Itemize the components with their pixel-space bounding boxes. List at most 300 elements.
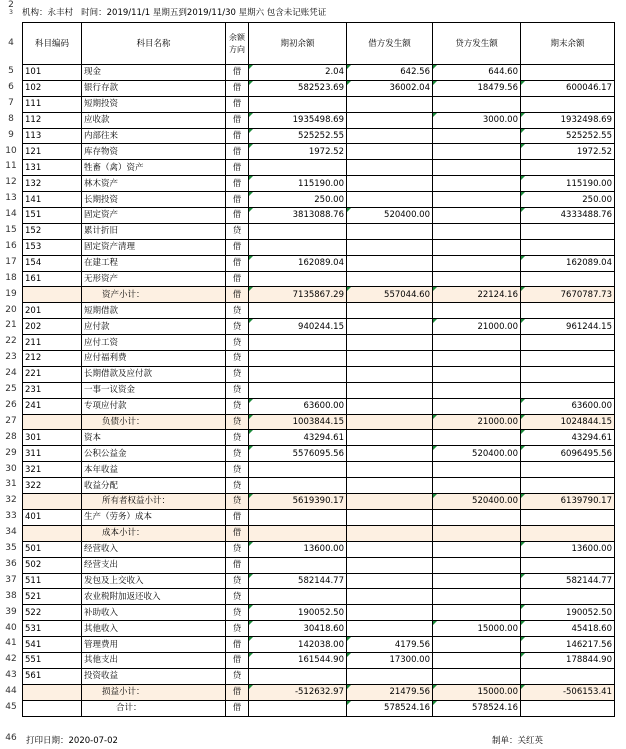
row-number[interactable]: 32 [0,493,22,509]
row-number[interactable]: 31 [0,477,22,493]
row-number[interactable]: 4 [0,22,22,64]
cell-name[interactable]: 成本小计： [82,525,226,541]
cell-name[interactable]: 银行存款 [82,80,226,96]
cell-open[interactable] [249,223,347,239]
cell-name[interactable]: 无形资产 [82,271,226,287]
cell-code[interactable]: 113 [23,128,82,144]
cell-debit[interactable] [347,382,433,398]
cell-open[interactable] [249,509,347,525]
cell-dir[interactable]: 借 [226,160,249,176]
cell-open[interactable]: 115190.00 [249,176,347,192]
row-number[interactable]: 22 [0,334,22,350]
row-number[interactable]: 30 [0,462,22,478]
cell-close[interactable]: 1972.52 [521,144,615,160]
row-number[interactable]: 45 [0,700,22,716]
cell-code[interactable] [23,684,82,700]
cell-dir[interactable]: 贷 [226,335,249,351]
cell-dir[interactable]: 借 [226,96,249,112]
cell-close[interactable]: 4333488.76 [521,208,615,224]
cell-name[interactable]: 固定资产清理 [82,239,226,255]
cell-dir[interactable]: 借 [226,271,249,287]
cell-close[interactable]: 600046.17 [521,80,615,96]
cell-credit[interactable] [433,271,521,287]
cell-close[interactable] [521,160,615,176]
cell-name[interactable]: 管理费用 [82,637,226,653]
cell-close[interactable] [521,65,615,81]
cell-credit[interactable]: 520400.00 [433,494,521,510]
row-number[interactable]: 38 [0,589,22,605]
cell-open[interactable]: 582144.77 [249,573,347,589]
cell-open[interactable]: 30418.60 [249,621,347,637]
cell-dir[interactable]: 贷 [226,621,249,637]
row-number[interactable]: 19 [0,287,22,303]
row-number[interactable]: 36 [0,557,22,573]
cell-code[interactable]: 161 [23,271,82,287]
cell-debit[interactable] [347,255,433,271]
cell-open[interactable] [249,668,347,684]
cell-open[interactable]: 1935498.69 [249,112,347,128]
cell-open[interactable] [249,366,347,382]
cell-code[interactable]: 211 [23,335,82,351]
cell-open[interactable] [249,239,347,255]
cell-code[interactable]: 501 [23,541,82,557]
cell-close[interactable] [521,223,615,239]
cell-name[interactable]: 收益分配 [82,478,226,494]
cell-code[interactable] [23,287,82,303]
cell-credit[interactable] [433,192,521,208]
cell-dir[interactable]: 借 [226,652,249,668]
cell-code[interactable]: 322 [23,478,82,494]
cell-dir[interactable]: 借 [226,80,249,96]
cell-credit[interactable] [433,351,521,367]
cell-dir[interactable]: 借 [226,255,249,271]
cell-close[interactable]: -506153.41 [521,684,615,700]
cell-dir[interactable]: 借 [226,509,249,525]
row-number[interactable]: 10 [0,144,22,160]
cell-code[interactable]: 531 [23,621,82,637]
cell-name[interactable]: 固定资产 [82,208,226,224]
cell-debit[interactable] [347,303,433,319]
cell-credit[interactable] [433,668,521,684]
cell-code[interactable]: 101 [23,65,82,81]
cell-credit[interactable]: 21000.00 [433,414,521,430]
cell-open[interactable]: 162089.04 [249,255,347,271]
cell-code[interactable]: 212 [23,351,82,367]
cell-dir[interactable]: 贷 [226,351,249,367]
cell-open[interactable] [249,351,347,367]
cell-open[interactable]: 1972.52 [249,144,347,160]
cell-close[interactable] [521,462,615,478]
cell-credit[interactable] [433,255,521,271]
row-number[interactable]: 7 [0,96,22,112]
cell-dir[interactable]: 贷 [226,605,249,621]
row-number[interactable]: 21 [0,318,22,334]
cell-debit[interactable] [347,462,433,478]
cell-close[interactable] [521,589,615,605]
cell-credit[interactable]: 15000.00 [433,621,521,637]
row-number[interactable]: 27 [0,414,22,430]
cell-credit[interactable] [433,128,521,144]
col-header-name[interactable]: 科目名称 [82,23,226,65]
cell-code[interactable]: 522 [23,605,82,621]
cell-close[interactable]: 6139790.17 [521,494,615,510]
row-number[interactable]: 25 [0,382,22,398]
cell-dir[interactable]: 借 [226,557,249,573]
cell-name[interactable]: 补助收入 [82,605,226,621]
cell-name[interactable]: 应收款 [82,112,226,128]
cell-dir[interactable]: 贷 [226,573,249,589]
cell-name[interactable]: 长期投资 [82,192,226,208]
cell-close[interactable]: 13600.00 [521,541,615,557]
cell-open[interactable]: 142038.00 [249,637,347,653]
col-header-debit[interactable]: 借方发生额 [347,23,433,65]
cell-code[interactable]: 502 [23,557,82,573]
row-number[interactable]: 39 [0,605,22,621]
cell-code[interactable]: 132 [23,176,82,192]
maker-label[interactable]: 制单：关红英 [492,736,544,746]
cell-debit[interactable]: 557044.60 [347,287,433,303]
row-number[interactable]: 46 [0,730,22,746]
cell-open[interactable]: -512632.97 [249,684,347,700]
row-number[interactable]: 34 [0,525,22,541]
cell-open[interactable]: 3813088.76 [249,208,347,224]
cell-close[interactable]: 43294.61 [521,430,615,446]
cell-open[interactable]: 250.00 [249,192,347,208]
cell-debit[interactable] [347,668,433,684]
cell-close[interactable] [521,557,615,573]
cell-dir[interactable]: 借 [226,112,249,128]
cell-debit[interactable] [347,223,433,239]
cell-name[interactable]: 长期借款及应付款 [82,366,226,382]
cell-close[interactable] [521,668,615,684]
cell-close[interactable] [521,335,615,351]
cell-credit[interactable]: 22124.16 [433,287,521,303]
cell-code[interactable]: 202 [23,319,82,335]
cell-open[interactable]: 63600.00 [249,398,347,414]
cell-debit[interactable] [347,414,433,430]
cell-code[interactable]: 121 [23,144,82,160]
cell-debit[interactable] [347,144,433,160]
col-header-closing[interactable]: 期末余额 [521,23,615,65]
cell-code[interactable]: 561 [23,668,82,684]
cell-dir[interactable]: 借 [226,684,249,700]
cell-dir[interactable]: 借 [226,192,249,208]
cell-name[interactable]: 负债小计： [82,414,226,430]
cell-open[interactable]: 161544.90 [249,652,347,668]
cell-code[interactable]: 231 [23,382,82,398]
cell-name[interactable]: 在建工程 [82,255,226,271]
cell-name[interactable]: 生产（劳务）成本 [82,509,226,525]
cell-debit[interactable]: 4179.56 [347,637,433,653]
cell-open[interactable] [249,160,347,176]
cell-debit[interactable]: 578524.16 [347,700,433,716]
cell-debit[interactable] [347,128,433,144]
cell-dir[interactable]: 贷 [226,303,249,319]
cell-credit[interactable] [433,223,521,239]
row-number[interactable]: 37 [0,573,22,589]
cell-open[interactable] [249,525,347,541]
cell-close[interactable]: 582144.77 [521,573,615,589]
cell-open[interactable] [249,335,347,351]
cell-dir[interactable]: 贷 [226,398,249,414]
cell-close[interactable] [521,366,615,382]
cell-open[interactable] [249,462,347,478]
cell-open[interactable]: 2.04 [249,65,347,81]
cell-open[interactable]: 5619390.17 [249,494,347,510]
cell-open[interactable]: 525252.55 [249,128,347,144]
row-number[interactable]: 20 [0,303,22,319]
cell-code[interactable]: 102 [23,80,82,96]
cell-close[interactable]: 961244.15 [521,319,615,335]
cell-open[interactable] [249,271,347,287]
cell-name[interactable]: 一事一议资金 [82,382,226,398]
row-number[interactable]: 5 [0,64,22,80]
cell-code[interactable]: 301 [23,430,82,446]
cell-credit[interactable]: 21000.00 [433,319,521,335]
cell-credit[interactable] [433,160,521,176]
row-number[interactable]: 14 [0,207,22,223]
cell-debit[interactable] [347,96,433,112]
cell-name[interactable]: 损益小计： [82,684,226,700]
row-number[interactable]: 15 [0,223,22,239]
cell-code[interactable]: 511 [23,573,82,589]
cell-dir[interactable]: 贷 [226,319,249,335]
cell-code[interactable]: 151 [23,208,82,224]
cell-dir[interactable]: 借 [226,700,249,716]
cell-close[interactable] [521,700,615,716]
cell-credit[interactable] [433,144,521,160]
cell-code[interactable]: 221 [23,366,82,382]
cell-dir[interactable]: 贷 [226,494,249,510]
cell-code[interactable]: 551 [23,652,82,668]
cell-close[interactable]: 190052.50 [521,605,615,621]
cell-debit[interactable] [347,319,433,335]
row-number[interactable]: 33 [0,509,22,525]
cell-dir[interactable]: 贷 [226,462,249,478]
cell-name[interactable]: 应付工资 [82,335,226,351]
row-number[interactable]: 18 [0,271,22,287]
row-number[interactable]: 28 [0,430,22,446]
row-number[interactable]: 13 [0,191,22,207]
cell-dir[interactable]: 贷 [226,223,249,239]
cell-code[interactable]: 131 [23,160,82,176]
cell-debit[interactable] [347,351,433,367]
cell-dir[interactable]: 贷 [226,668,249,684]
cell-name[interactable]: 合计： [82,700,226,716]
cell-credit[interactable] [433,589,521,605]
cell-code[interactable]: 152 [23,223,82,239]
cell-name[interactable]: 内部往来 [82,128,226,144]
row-number[interactable]: 43 [0,668,22,684]
cell-code[interactable]: 321 [23,462,82,478]
cell-dir[interactable]: 贷 [226,430,249,446]
cell-debit[interactable] [347,160,433,176]
col-header-code[interactable]: 科目编码 [23,23,82,65]
cell-open[interactable]: 190052.50 [249,605,347,621]
cell-close[interactable]: 178844.90 [521,652,615,668]
cell-dir[interactable]: 借 [226,287,249,303]
cell-credit[interactable] [433,509,521,525]
row-number[interactable]: 24 [0,366,22,382]
cell-credit[interactable] [433,208,521,224]
cell-dir[interactable]: 贷 [226,589,249,605]
cell-name[interactable]: 经营支出 [82,557,226,573]
cell-open[interactable]: 13600.00 [249,541,347,557]
cell-dir[interactable]: 借 [226,176,249,192]
col-header-opening[interactable]: 期初余额 [249,23,347,65]
cell-debit[interactable] [347,478,433,494]
cell-name[interactable]: 资本 [82,430,226,446]
cell-code[interactable] [23,700,82,716]
cell-dir[interactable]: 贷 [226,478,249,494]
cell-name[interactable]: 现金 [82,65,226,81]
cell-code[interactable]: 311 [23,446,82,462]
cell-name[interactable]: 发包及上交收入 [82,573,226,589]
cell-name[interactable]: 农业税附加返还收入 [82,589,226,605]
cell-name[interactable]: 所有者权益小计： [82,494,226,510]
cell-name[interactable]: 公积公益金 [82,446,226,462]
cell-debit[interactable] [347,494,433,510]
cell-close[interactable]: 63600.00 [521,398,615,414]
cell-debit[interactable] [347,176,433,192]
cell-code[interactable]: 112 [23,112,82,128]
cell-open[interactable] [249,700,347,716]
row-number[interactable]: 44 [0,684,22,700]
cell-open[interactable]: 7135867.29 [249,287,347,303]
cell-close[interactable] [521,271,615,287]
cell-close[interactable]: 1024844.15 [521,414,615,430]
cell-debit[interactable] [347,573,433,589]
row-number[interactable]: 16 [0,239,22,255]
cell-close[interactable] [521,478,615,494]
cell-debit[interactable] [347,557,433,573]
cell-debit[interactable] [347,589,433,605]
cell-credit[interactable] [433,335,521,351]
cell-close[interactable]: 525252.55 [521,128,615,144]
cell-debit[interactable] [347,525,433,541]
cell-name[interactable]: 林木资产 [82,176,226,192]
cell-name[interactable]: 本年收益 [82,462,226,478]
cell-credit[interactable] [433,652,521,668]
cell-credit[interactable] [433,303,521,319]
cell-credit[interactable]: 520400.00 [433,446,521,462]
cell-close[interactable]: 162089.04 [521,255,615,271]
cell-dir[interactable]: 借 [226,525,249,541]
cell-credit[interactable] [433,478,521,494]
cell-dir[interactable]: 借 [226,65,249,81]
col-header-credit[interactable]: 贷方发生额 [433,23,521,65]
cell-debit[interactable] [347,335,433,351]
cell-credit[interactable]: 15000.00 [433,684,521,700]
cell-debit[interactable] [347,446,433,462]
cell-name[interactable]: 应付款 [82,319,226,335]
cell-debit[interactable] [347,621,433,637]
col-header-direction[interactable] [226,23,249,65]
cell-open[interactable]: 582523.69 [249,80,347,96]
cell-close[interactable] [521,382,615,398]
row-number[interactable]: 23 [0,350,22,366]
cell-credit[interactable] [433,605,521,621]
cell-credit[interactable] [433,239,521,255]
cell-open[interactable] [249,589,347,605]
cell-credit[interactable] [433,557,521,573]
cell-open[interactable]: 43294.61 [249,430,347,446]
row-number[interactable]: 29 [0,446,22,462]
cell-name[interactable]: 其他支出 [82,652,226,668]
cell-credit[interactable]: 578524.16 [433,700,521,716]
cell-name[interactable]: 专项应付款 [82,398,226,414]
cell-close[interactable] [521,525,615,541]
cell-credit[interactable]: 18479.56 [433,80,521,96]
cell-name[interactable]: 应付福利费 [82,351,226,367]
cell-name[interactable]: 经营收入 [82,541,226,557]
cell-credit[interactable] [433,96,521,112]
cell-credit[interactable] [433,398,521,414]
cell-credit[interactable] [433,637,521,653]
cell-debit[interactable] [347,366,433,382]
cell-debit[interactable]: 642.56 [347,65,433,81]
cell-open[interactable]: 1003844.15 [249,414,347,430]
cell-close[interactable]: 7670787.73 [521,287,615,303]
cell-name[interactable]: 投资收益 [82,668,226,684]
cell-credit[interactable] [433,541,521,557]
report-header[interactable] [22,0,622,20]
cell-dir[interactable]: 贷 [226,366,249,382]
cell-debit[interactable] [347,605,433,621]
row-number[interactable]: 12 [0,175,22,191]
cell-debit[interactable] [347,271,433,287]
cell-name[interactable]: 资产小计： [82,287,226,303]
cell-close[interactable]: 1932498.69 [521,112,615,128]
cell-credit[interactable] [433,430,521,446]
cell-code[interactable]: 153 [23,239,82,255]
row-number[interactable]: 8 [0,112,22,128]
cell-debit[interactable] [347,239,433,255]
print-date[interactable]: 打印日期：2020-07-02 [26,736,118,746]
cell-close[interactable]: 6096495.56 [521,446,615,462]
cell-credit[interactable] [433,382,521,398]
cell-close[interactable]: 146217.56 [521,637,615,653]
cell-name[interactable]: 短期借款 [82,303,226,319]
cell-open[interactable] [249,96,347,112]
cell-dir[interactable]: 借 [226,208,249,224]
cell-dir[interactable]: 借 [226,144,249,160]
row-number-2-3[interactable]: 2 3 [8,0,14,16]
cell-dir[interactable]: 贷 [226,382,249,398]
cell-name[interactable]: 累计折旧 [82,223,226,239]
cell-name[interactable]: 短期投资 [82,96,226,112]
cell-name[interactable]: 牲畜（禽）资产 [82,160,226,176]
cell-open[interactable]: 5576095.56 [249,446,347,462]
cell-debit[interactable]: 21479.56 [347,684,433,700]
cell-code[interactable]: 521 [23,589,82,605]
cell-credit[interactable] [433,525,521,541]
cell-debit[interactable] [347,112,433,128]
cell-dir[interactable]: 借 [226,128,249,144]
cell-credit[interactable]: 3000.00 [433,112,521,128]
cell-debit[interactable] [347,541,433,557]
cell-close[interactable] [521,96,615,112]
cell-code[interactable] [23,414,82,430]
cell-dir[interactable]: 贷 [226,446,249,462]
cell-open[interactable]: 940244.15 [249,319,347,335]
cell-code[interactable]: 401 [23,509,82,525]
row-number[interactable]: 35 [0,541,22,557]
cell-debit[interactable]: 36002.04 [347,80,433,96]
cell-open[interactable] [249,382,347,398]
cell-close[interactable]: 45418.60 [521,621,615,637]
cell-code[interactable]: 241 [23,398,82,414]
